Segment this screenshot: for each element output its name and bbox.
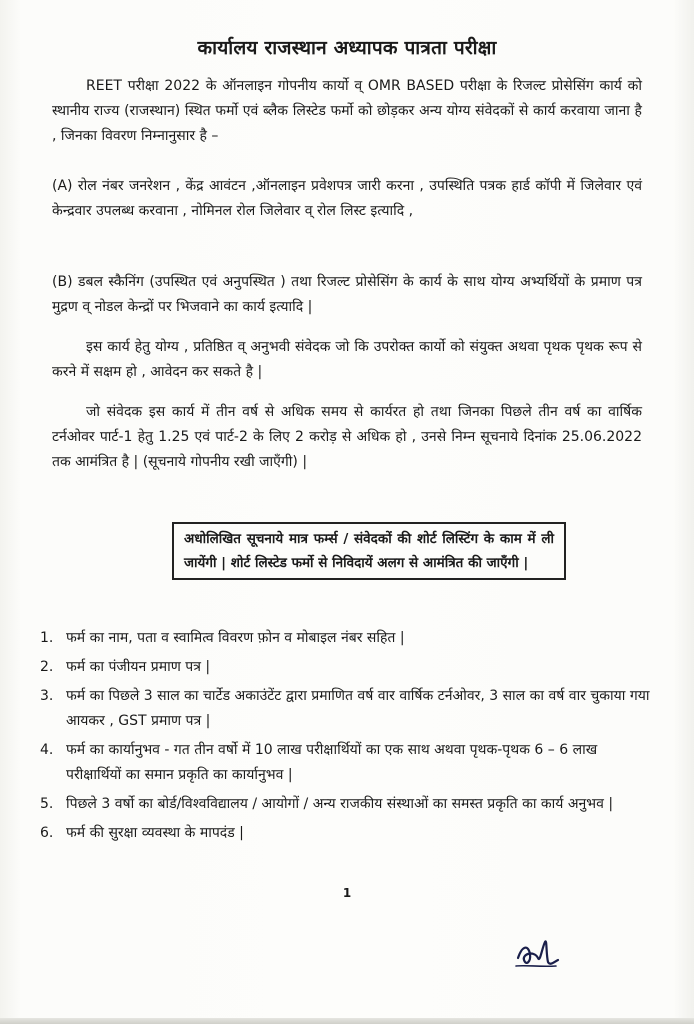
list-item — [40, 821, 650, 846]
page-title: कार्यालय राजस्थान अध्यापक पात्रता परीक्षा — [197, 37, 497, 59]
list-item-text: फर्म का नाम, पता व स्वामित्व विवरण फ़ोन व मोबाइल नंबर सहित | — [66, 630, 405, 646]
list-item-text: फर्म का पिछले 3 साल का चार्टेड अकाउंटेंट द्वारा प्रमाणित वर्ष वार वार्षिक टर्नओवर, 3 साल का वर्ष वार चुकाया गया आयकर , GST प्रमाण पत्र | — [66, 688, 650, 729]
list-item-number: 2. — [40, 659, 54, 675]
list-item-text: पिछले 3 वर्षो का बोर्ड/विश्वविद्यालय / आयोगों / अन्य राजकीय संस्थाओं का समस्त प्रकृति का कार्य अनुभव | — [66, 796, 614, 812]
list-item-text: फर्म का पंजीयन प्रमाण पत्र | — [66, 659, 211, 675]
list-item — [40, 684, 650, 734]
list-item-number: 4. — [40, 742, 54, 758]
shortlisting-notice-box: अधोलिखित सूचनाये मात्र फर्म्स / संवेदकों की शोर्ट लिस्टिंग के काम में ली जायेंगी | शोर्ट लिस्टेड फर्मो से निविदायें अलग से आमंत्रित की जाएँगी | — [172, 522, 566, 580]
turnover-paragraph: जो संवेदक इस कार्य में तीन वर्ष से अधिक समय से कार्यरत हो तथा जिनका पिछले तीन वर्ष का वार्षिक टर्नओवर पार्ट-1 हेतु 1.25 एवं पार्ट-2 के लिए 2 करोड़ से अधिक हो , उनसे निम्न सूचनाये दिनांक 25.06.2022 तक आमंत्रित है | (सूचनाये गोपनीय रखी जाएँगी) | — [52, 404, 642, 470]
eligibility-paragraph: इस कार्य हेतु योग्य , प्रतिष्ठित व् अनुभवी संवेदक जो कि उपरोक्त कार्यो को संयुक्त अथवा पृथक पृथक रूप से करने में सक्षम हो , आवेदन कर सकते है | — [52, 339, 642, 380]
page-number: 1 — [342, 886, 352, 900]
list-item-number: 3. — [40, 688, 54, 704]
list-item-number: 5. — [40, 796, 54, 812]
page-bottom-edge — [0, 1018, 694, 1024]
list-item-text: फर्म का कार्यानुभव - गत तीन वर्षो में 10 लाख परीक्षार्थियों का एक साथ अथवा पृथक-पृथक 6 – 6 लाख परीक्षार्थियों का समान प्रकृति का कार्यानुभव | — [66, 742, 598, 783]
list-item — [40, 626, 650, 651]
list-item — [40, 738, 650, 788]
requirements-list — [40, 626, 650, 850]
list-item-number: 1. — [40, 630, 54, 646]
signature-icon — [512, 936, 562, 972]
list-item — [40, 792, 650, 817]
list-item-text: फर्म की सुरक्षा व्यवस्था के मापदंड | — [66, 825, 244, 841]
intro-paragraph: REET परीक्षा 2022 के ऑनलाइन गोपनीय कार्यो व् OMR BASED परीक्षा के रिजल्ट प्रोसेसिंग कार्य को स्थानीय राज्य (राजस्थान) स्थित फर्मो एवं ब्लैक लिस्टेड फर्मो को छोड़कर अन्य योग्य संवेदकों से कार्य करवाया जाना है , जिनका विवरण निम्नानुसार है – — [52, 78, 642, 144]
work-item-a: (A) रोल नंबर जनरेशन , केंद्र आवंटन ,ऑनलाइन प्रवेशपत्र जारी करना , उपस्थिति पत्रक हार्ड कॉपी में जिलेवार एवं केन्द्रवार उपलब्ध करवाना , नोमिनल रोल जिलेवार व् रोल लिस्ट इत्यादि , — [52, 178, 642, 219]
work-item-b: (B) डबल स्कैनिंग (उपस्थित एवं अनुपस्थित ) तथा रिजल्ट प्रोसेसिंग के कार्य के साथ योग्य अभ्यर्थियों के प्रमाण पत्र मुद्रण व् नोडल केन्द्रों पर भिजवाने का कार्य इत्यादि | — [52, 274, 642, 315]
list-item — [40, 655, 650, 680]
list-item-number: 6. — [40, 825, 54, 841]
